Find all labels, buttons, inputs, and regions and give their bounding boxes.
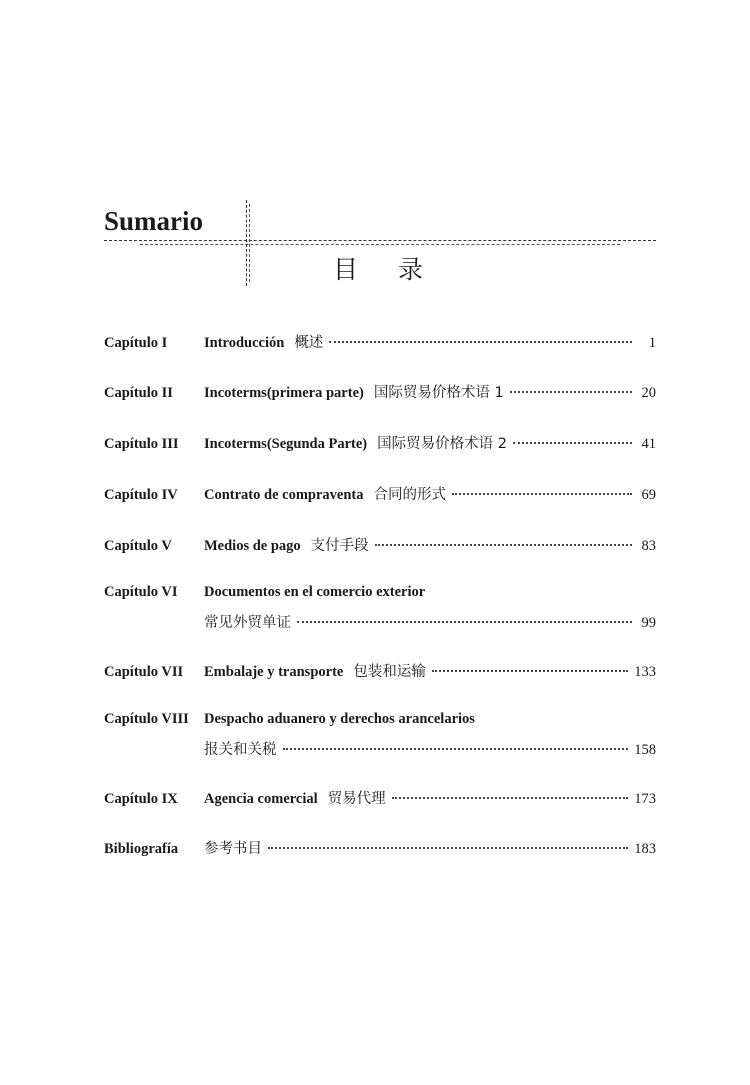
toc-entry-8 [104, 711, 656, 760]
dot-leader [452, 493, 632, 495]
toc-entry-7 [104, 660, 656, 682]
page-number: 20 [641, 385, 656, 401]
dot-leader [297, 621, 632, 623]
page-number: 158 [634, 742, 656, 758]
dot-leader [329, 341, 632, 343]
chapter-number: Capítulo III [104, 436, 179, 452]
chapter-number: Capítulo IV [104, 487, 178, 503]
chapter-number: Capítulo II [104, 385, 173, 401]
dot-leader [268, 847, 628, 849]
chapter-title-es: Medios de pago [204, 538, 301, 554]
chapter-title-zh: 常见外贸单证 [204, 615, 291, 631]
title-vertical-divider-secondary [249, 204, 250, 282]
toc-entry-10 [104, 837, 656, 859]
chapter-title-es: Documentos en el comercio exterior [204, 584, 426, 600]
chapter-title-zh: 合同的形式 [373, 487, 446, 503]
toc-entry-4 [104, 483, 656, 505]
chapter-title-zh: 报关和关税 [204, 742, 277, 758]
chapter-title-zh: 包装和运输 [353, 664, 426, 680]
page-number: 173 [634, 791, 656, 807]
toc-entry-6 [104, 584, 656, 633]
chapter-number: Capítulo V [104, 538, 172, 554]
chapter-number: Capítulo VII [104, 664, 184, 680]
page-number: 183 [634, 841, 656, 857]
chapter-title-es: Agencia comercial [204, 791, 318, 807]
page-number: 83 [641, 538, 656, 554]
title-vertical-divider [246, 200, 247, 286]
page-title-spanish: Sumario [104, 206, 204, 236]
toc-entry-2 [104, 381, 656, 403]
chapter-title-zh: 国际贸易价格术语 2 [377, 436, 507, 452]
toc-entry-5 [104, 534, 656, 556]
chapter-number: Capítulo I [104, 335, 168, 351]
toc-entry-9 [104, 787, 656, 809]
chapter-title-zh: 参考书目 [204, 841, 262, 857]
chapter-title-es: Contrato de compraventa [204, 487, 364, 503]
chapter-number: Bibliografía [104, 841, 179, 857]
page-title-chinese: 目录 [333, 255, 464, 284]
chapter-title-es: Despacho aduanero y derechos arancelarios [204, 711, 475, 727]
chapter-title-es: Introducción [204, 335, 285, 351]
title-divider [104, 240, 656, 241]
dot-leader [375, 544, 632, 546]
chapter-title-zh: 支付手段 [310, 538, 369, 554]
dot-leader [392, 797, 629, 799]
page-number: 1 [648, 335, 656, 351]
chapter-title-zh: 贸易代理 [327, 791, 386, 807]
dot-leader [513, 442, 632, 444]
title-divider-secondary [140, 244, 620, 245]
page-number: 69 [641, 487, 656, 503]
chapter-number: Capítulo VI [104, 584, 178, 600]
toc-entry-3 [104, 432, 656, 454]
toc-entry-1 [104, 331, 656, 353]
chapter-title-es: Incoterms(primera parte) [204, 385, 364, 401]
page-number: 99 [641, 615, 656, 631]
chapter-title-es: Embalaje y transporte [204, 664, 344, 680]
chapter-number: Capítulo IX [104, 791, 178, 807]
chapter-title-es: Incoterms(Segunda Parte) [204, 436, 368, 452]
chapter-title-zh: 概述 [294, 335, 324, 351]
dot-leader [510, 391, 632, 393]
page-number: 133 [634, 664, 656, 680]
chapter-title-zh: 国际贸易价格术语 1 [373, 385, 504, 401]
chapter-number: Capítulo VIII [104, 711, 189, 727]
dot-leader [283, 748, 629, 750]
page-number: 41 [641, 436, 656, 452]
dot-leader [432, 670, 628, 672]
